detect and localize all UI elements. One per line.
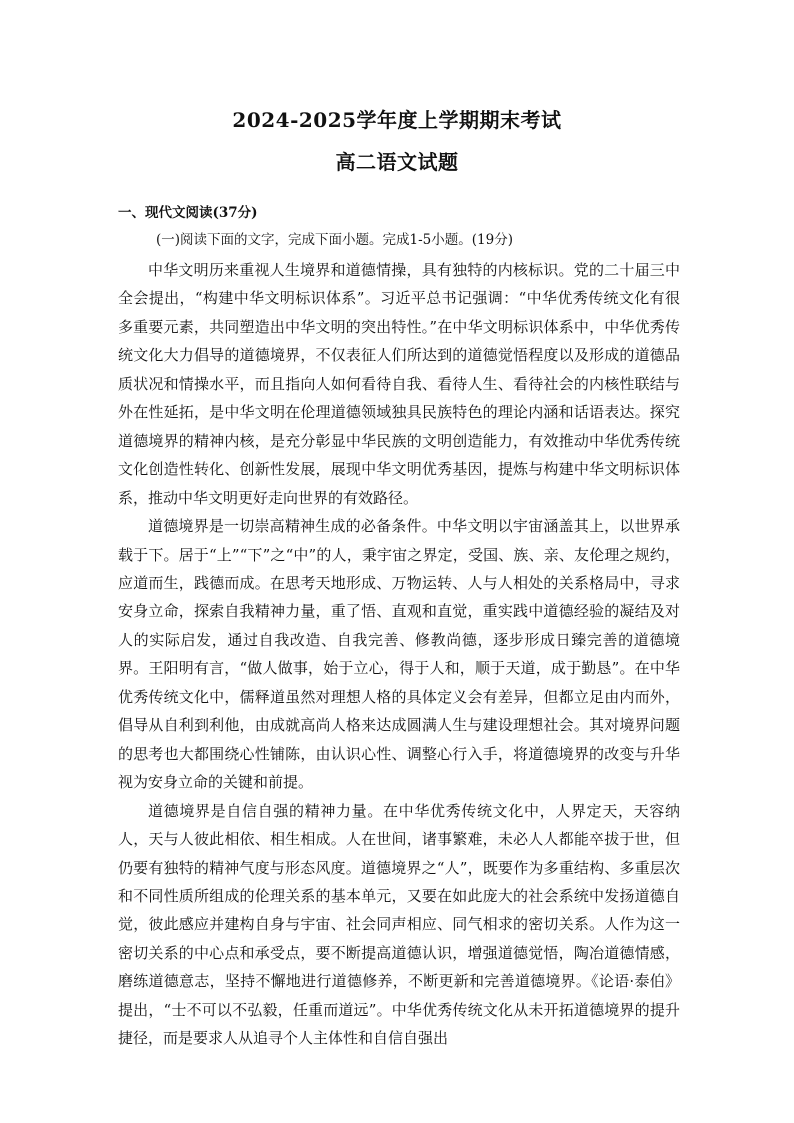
passage-paragraph-1: 中华文明历来重视人生境界和道德情操，具有独特的内核标识。党的二十届三中全会提出，“构建中华文明标识体系”。习近平总书记强调：“中华优秀传统文化有很多重要元素，共同塑造出中华文明的突出特性。”在中华文明标识体系中，中华优秀传统文化大力倡导的道德境界，不仅表征人们所达到的道德觉悟程度以及形成的道德品质状况和情操水平，而且指向人如何看待自我、看待人生、看待社会的内核性联结与外在性延拓，是中华文明在伦理道德领域独具民族特色的理论内涵和话语表达。探究道德境界的精神内核，是充分彰显中华民族的文明创造能力，有效推动中华优秀传统文化创造性转化、创新性发展，展现中华文明优秀基因，提炼与构建中华文明标识体系，推动中华文明更好走向世界的有效路径。 <box>118 261 680 507</box>
reading-passage <box>118 256 680 1053</box>
passage-paragraph-3: 道德境界是自信自强的精神力量。在中华优秀传统文化中，人界定天，天容纳人，天与人彼此相依、相生相成。人在世间，诸事繁难，未必人人都能卒拔于世，但仍要有独特的精神气度与形态风度。道德境界之“人”，既要作为多重结构、多重层次和不同性质所组成的伦理关系的基本单元，又要在如此庞大的社会系统中发扬道德自觉，彼此感应并建构自身与宇宙、社会同声相应、同气相求的密切关系。人作为这一密切关系的中心点和承受点，要不断提高道德认识，增强道德觉悟，陶冶道德情感，磨练道德意志，坚持不懈地进行道德修养，不断更新和完善道德境界。《论语·泰伯》提出，“士不可以不弘毅，任重而道远”。中华优秀传统文化从未开拓道德境界的提升捷径，而是要求人从追寻个人主体性和自信自强出 <box>118 801 680 1048</box>
passage-paragraph-2: 道德境界是一切崇高精神生成的必备条件。中华文明以宇宙涵盖其上，以世界承载于下。居于“上”“下”之“中”的人，秉宇宙之界定，受国、族、亲、友伦理之规约，应道而生，践德而成。在思考天地形成、万物运转、人与人相处的关系格局中，寻求安身立命，探索自我精神力量，重了悟、直观和直觉，重实践中道德经验的凝结及对人的实际启发，通过自我改造、自我完善、修教尚德，逐步形成日臻完善的道德境界。王阳明有言，“做人做事，始于立心，得于人和，顺于天道，成于勤恳”。在中华优秀传统文化中，儒释道虽然对理想人格的具体定义会有差异，但都立足由内而外，倡导从自利到利他，由成就高尚人格来达成圆满人生与建设理想社会。其对境界问题的思考也大都围绕心性铺陈，由认识心性、调整心行入手，将道德境界的改变与升华视为安身立命的关键和前提。 <box>118 517 680 792</box>
reading-instruction: (一)阅读下面的文字，完成下面小题。完成1-5小题。(19分) <box>156 232 513 248</box>
exam-subtitle: 高二语文试题 <box>335 150 459 174</box>
exam-title: 2024-2025学年度上学期期末考试 <box>232 108 562 132</box>
section-heading: 一、现代文阅读(37分) <box>118 205 258 221</box>
